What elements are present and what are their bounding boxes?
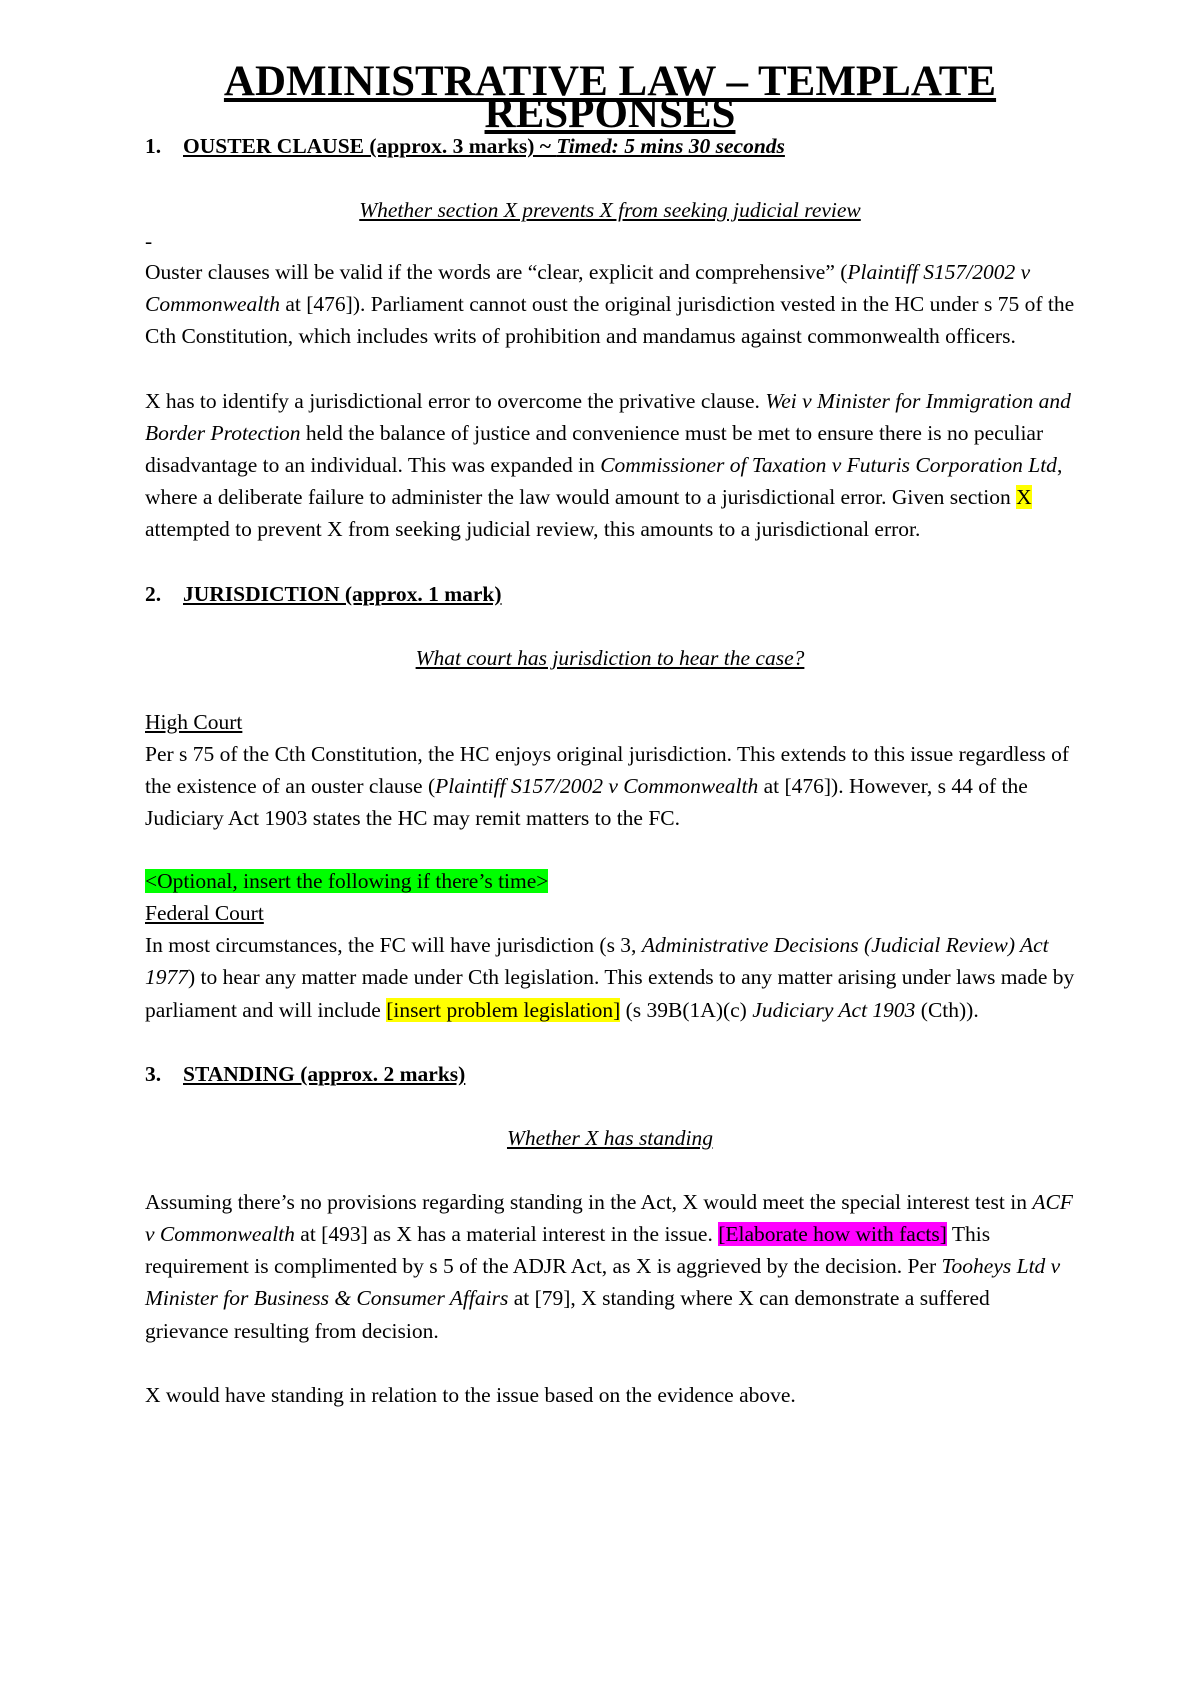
text-run: attempted to prevent X from seeking judicial review, this amounts to a jurisdictional error.	[145, 517, 921, 542]
spacer	[145, 353, 1075, 385]
section-3-paragraph-1	[145, 1186, 1075, 1347]
text-run: at [79], X standing where X can demonstrate a suffered grievance resulting from decision.	[145, 1286, 990, 1343]
spacer	[145, 610, 1075, 642]
spacer	[145, 546, 1075, 578]
text-run: , where a deliberate failure to administer the law would amount to a jurisdictional error. Given section	[145, 453, 1063, 510]
section-1-question: Whether section X prevents X from seeking judicial review	[359, 198, 861, 222]
case-citation: Tooheys Ltd v Minister for Business & Consumer Affairs	[145, 1254, 1061, 1311]
text-run: Assuming there’s no provisions regarding standing in the Act, X would meet the special interest test in	[145, 1189, 1033, 1214]
text-run: ) to hear any matter made under Cth legislation. This extends to any matter arising under laws made by parliament and will include	[145, 965, 1075, 1022]
spacer	[145, 834, 1075, 865]
federal-court-label: Federal Court	[145, 901, 264, 926]
text-run: at [476]). However, s 44 of the Judiciary Act 1903 states the HC may remit matters to the FC.	[145, 773, 1028, 831]
section-1-timed: Timed: 5 mins 30 seconds	[556, 134, 785, 158]
act-citation: Administrative Decisions (Judicial Review) Act 1977	[145, 933, 1049, 990]
section-2-paragraph-2	[145, 929, 1075, 1026]
document-page	[145, 58, 1075, 1411]
yellow-highlight: [insert problem legislation]	[386, 997, 621, 1022]
text-run: In most circumstances, the FC will have jurisdiction (s 3,	[145, 933, 642, 958]
spacer	[145, 1347, 1075, 1379]
case-citation: Plaintiff S157/2002 v Commonwealth	[145, 260, 1031, 317]
section-1-dash: -	[145, 229, 153, 253]
text-run: at [476]). Parliament cannot oust the original jurisdiction vested in the HC under s 75 of the Cth Constitution, which includes writs of prohibition and mandamus against commonwealth officers.	[145, 292, 1075, 349]
section-1-title	[183, 130, 785, 162]
case-citation: Commissioner of Taxation v Futuris Corporation Ltd	[600, 453, 1057, 478]
text-run: at [493] as X has a material interest in the issue.	[294, 1222, 719, 1247]
section-3-number: 3.	[145, 1061, 162, 1086]
text-run: This requirement is complimented by s 5 of the ADJR Act, as X is aggrieved by the decision. Per	[145, 1222, 991, 1279]
text-run: Ouster clauses will be valid if the words are “clear, explicit and comprehensive” (	[145, 260, 848, 284]
text-run: (Cth)).	[915, 997, 979, 1022]
case-citation: ACF v Commonwealth	[145, 1189, 1073, 1247]
case-citation: Wei v Minister for Immigration and Border Protection	[145, 388, 1071, 445]
section-1-title-text: OUSTER CLAUSE (approx. 3 marks) ~	[183, 134, 557, 158]
section-2-heading	[145, 578, 1075, 610]
section-1-number: 1.	[145, 134, 162, 158]
section-2-question: What court has jurisdiction to hear the case?	[415, 645, 805, 670]
section-3-heading	[145, 1058, 1075, 1090]
section-1-paragraph-2	[145, 385, 1075, 546]
section-3-question: Whether X has standing	[506, 1125, 714, 1150]
section-3-paragraph-2: X would have standing in relation to the issue based on the evidence above.	[145, 1382, 796, 1407]
section-1-heading	[145, 130, 1075, 162]
spacer	[145, 1154, 1075, 1186]
text-run: (s 39B(1A)(c)	[620, 997, 753, 1022]
section-2-number: 2.	[145, 581, 162, 606]
text-run: X has to identify a jurisdictional error to overcome the privative clause.	[145, 388, 766, 413]
case-citation: Plaintiff S157/2002 v Commonwealth	[435, 773, 759, 798]
spacer	[145, 1026, 1075, 1058]
section-1-paragraph-1	[145, 256, 1075, 353]
document-title: ADMINISTRATIVE LAW – TEMPLATE RESPONSES	[223, 58, 997, 137]
spacer	[145, 162, 1075, 194]
text-run: held the balance of justice and convenience must be met to ensure there is no peculiar disadvantage to an individual. This was expanded in	[145, 420, 1044, 478]
act-citation: Judiciary Act 1903	[752, 997, 916, 1022]
section-2-paragraph-1	[145, 738, 1075, 835]
green-highlight: <Optional, insert the following if there’s time>	[145, 869, 549, 894]
pink-highlight: [Elaborate how with facts]	[718, 1222, 947, 1247]
high-court-label: High Court	[145, 709, 243, 734]
text-run: Per s 75 of the Cth Constitution, the HC enjoys original jurisdiction. This extends to this issue regardless of the existence of an ouster clause (	[145, 741, 1070, 798]
spacer	[145, 1090, 1075, 1122]
optional-note	[145, 865, 1075, 897]
section-3-title: STANDING (approx. 2 marks)	[183, 1061, 466, 1086]
section-2-title: JURISDICTION (approx. 1 mark)	[183, 581, 502, 606]
spacer	[145, 674, 1075, 706]
yellow-highlight: X	[1016, 485, 1032, 510]
